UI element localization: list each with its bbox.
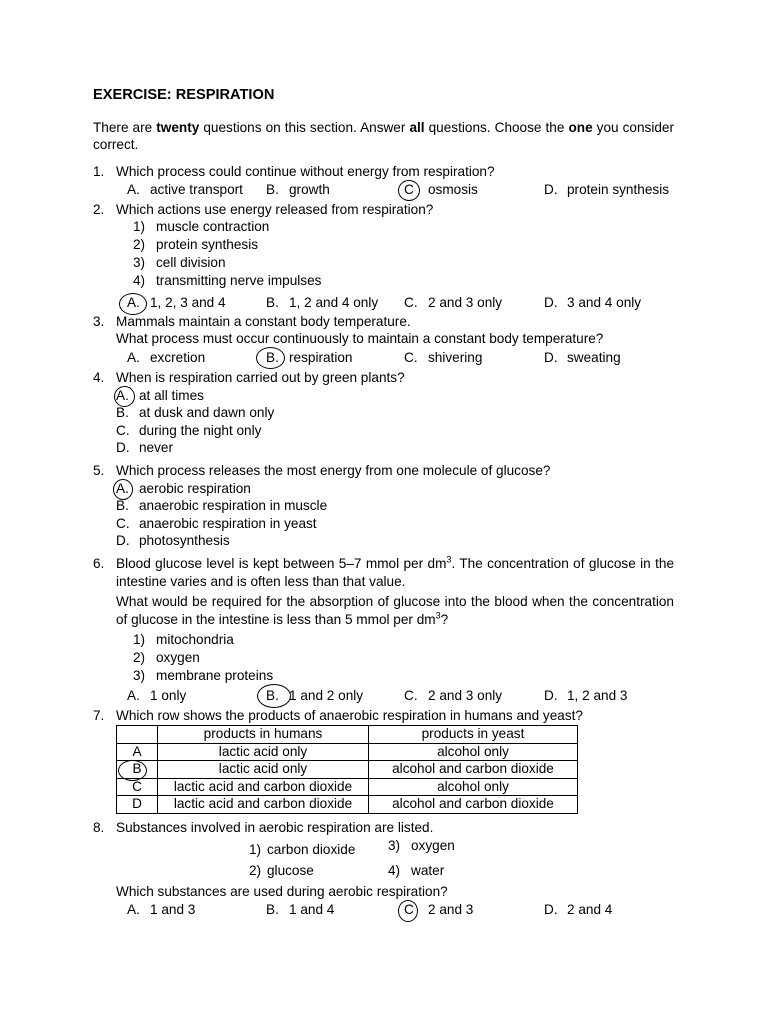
option-letter: A. — [127, 688, 140, 703]
table-header-cell — [117, 726, 158, 744]
list-item: protein synthesis — [156, 237, 259, 252]
question-number: 4. — [93, 370, 105, 385]
option-text: excretion — [150, 350, 206, 365]
question-stem: Substances involved in aerobic respiration are listed. — [116, 820, 434, 835]
option-text: 2 and 4 — [567, 902, 613, 917]
list-number: 2) — [133, 237, 146, 252]
question-stem: Which process releases the most energy from one molecule of glucose? — [116, 463, 551, 478]
option-letter: A. — [127, 350, 140, 365]
list-item: water — [411, 863, 445, 878]
option-letter: A. — [127, 902, 140, 917]
question-number: 8. — [93, 820, 105, 835]
table-row — [117, 778, 578, 796]
list-number: 1) — [133, 632, 146, 647]
option-letter: D. — [116, 533, 130, 548]
table-header-row — [117, 726, 578, 744]
products-table — [116, 725, 578, 814]
question-stem: When is respiration carried out by green plants? — [116, 370, 405, 385]
question-number: 5. — [93, 463, 105, 478]
page-title: EXERCISE: RESPIRATION — [93, 87, 275, 103]
table-cell: alcohol only — [369, 743, 578, 761]
list-item: oxygen — [411, 838, 455, 853]
option-letter: B. — [266, 182, 279, 197]
question-number: 7. — [93, 708, 105, 723]
table-header-cell: products in yeast — [369, 726, 578, 744]
option-letter: A. — [127, 182, 140, 197]
question-number: 2. — [93, 202, 105, 217]
question-number: 3. — [93, 314, 105, 329]
option-letter: C — [404, 902, 414, 917]
option-letter: B. — [266, 350, 279, 365]
option-text: never — [139, 440, 174, 455]
table-row — [117, 743, 578, 761]
question-stem: Which substances are used during aerobic respiration? — [116, 884, 448, 899]
option-text: 1 and 2 only — [289, 688, 364, 703]
question-number: 1. — [93, 164, 105, 179]
option-letter: C. — [404, 295, 418, 310]
option-text: during the night only — [139, 423, 262, 438]
table-cell: lactic acid only — [158, 761, 369, 779]
instructions: There are twenty questions on this section. Answer all questions. Choose the one you consider correct. — [93, 120, 675, 152]
option-letter: D. — [544, 295, 558, 310]
row-letter: D — [117, 796, 158, 814]
option-letter: D. — [116, 440, 130, 455]
option-text: 1, 2, 3 and 4 — [150, 295, 226, 310]
question-stem: Mammals maintain a constant body temperature. — [116, 314, 411, 329]
question-stem: Which process could continue without energy from respiration? — [116, 164, 495, 179]
list-number: 3) — [133, 255, 146, 270]
option-text: sweating — [567, 350, 621, 365]
list-item: oxygen — [156, 650, 200, 665]
list-number: 4) — [388, 863, 401, 878]
option-letter: C — [404, 182, 414, 197]
option-letter: D. — [544, 350, 558, 365]
question-paragraph: What would be required for the absorption of glucose into the blood when the concentration of glucose in the intestine is less than 5 mmol per $dm^3$? — [116, 594, 674, 627]
option-text: osmosis — [428, 182, 478, 197]
option-letter: B. — [266, 902, 279, 917]
option-text: 1 only — [150, 688, 187, 703]
option-text: 1 and 4 — [289, 902, 335, 917]
option-text: anaerobic respiration in muscle — [139, 498, 328, 513]
option-letter: C. — [404, 688, 418, 703]
option-text: at dusk and dawn only — [139, 405, 275, 420]
option-text: 2 and 3 only — [428, 688, 503, 703]
list-number: 2) — [133, 650, 146, 665]
question-number: 6. — [93, 556, 105, 571]
option-letter: D. — [544, 688, 558, 703]
option-text: 1 and 3 — [150, 902, 196, 917]
option-letter: C. — [116, 516, 130, 531]
option-text: aerobic respiration — [139, 481, 251, 496]
list-item: carbon dioxide — [267, 842, 356, 857]
option-letter: A. — [116, 481, 129, 496]
list-number: 2) — [249, 863, 262, 878]
answer-circle — [118, 760, 147, 781]
option-letter: C. — [404, 350, 418, 365]
answer-circle — [398, 180, 420, 201]
option-text: protein synthesis — [567, 182, 670, 197]
question-stem: What process must occur continuously to maintain a constant body temperature? — [116, 331, 604, 346]
option-letter: A. — [127, 295, 140, 310]
option-text: respiration — [289, 350, 353, 365]
list-item: cell division — [156, 255, 226, 270]
table-cell: lactic acid and carbon dioxide — [158, 796, 369, 814]
option-letter: B. — [116, 405, 129, 420]
list-number: 1) — [133, 219, 146, 234]
table-cell: lactic acid only — [158, 743, 369, 761]
row-letter: C — [117, 778, 158, 796]
option-text: 1, 2 and 4 only — [289, 295, 379, 310]
option-text: 3 and 4 only — [567, 295, 642, 310]
option-text: active transport — [150, 182, 243, 197]
list-number: 3) — [388, 838, 401, 853]
table-row — [117, 796, 578, 814]
table-header-cell: products in humans — [158, 726, 369, 744]
option-text: growth — [289, 182, 330, 197]
list-item: mitochondria — [156, 632, 234, 647]
option-letter: B. — [266, 295, 279, 310]
option-letter: B. — [266, 688, 279, 703]
option-text: photosynthesis — [139, 533, 230, 548]
option-letter: D. — [544, 902, 558, 917]
list-number: 4) — [133, 273, 146, 288]
question-stem: Which row shows the products of anaerobic respiration in humans and yeast? — [116, 708, 583, 723]
row-letter: B — [117, 761, 158, 779]
option-text: 1, 2 and 3 — [567, 688, 628, 703]
option-text: 2 and 3 — [428, 902, 474, 917]
list-item: membrane proteins — [156, 668, 274, 683]
option-text: 2 and 3 only — [428, 295, 503, 310]
list-item: muscle contraction — [156, 219, 270, 234]
option-text: anaerobic respiration in yeast — [139, 516, 317, 531]
list-number: 1) — [249, 842, 262, 857]
question-paragraph: Blood glucose level is kept between 5–7 mmol per $dm^3$. The concentration of glucose in the intestine varies and is often less than that value. — [116, 554, 675, 589]
list-item: transmitting nerve impulses — [156, 273, 322, 288]
row-letter: A — [117, 743, 158, 761]
table-row — [117, 761, 578, 779]
table-cell: alcohol only — [369, 778, 578, 796]
question-stem: Which actions use energy released from respiration? — [116, 202, 434, 217]
table-cell: lactic acid and carbon dioxide — [158, 778, 369, 796]
option-letter: A. — [116, 388, 129, 403]
table-cell: alcohol and carbon dioxide — [369, 761, 578, 779]
option-letter: B. — [116, 498, 129, 513]
list-item: glucose — [267, 863, 314, 878]
option-text: shivering — [428, 350, 483, 365]
option-text: at all times — [139, 388, 204, 403]
list-number: 3) — [133, 668, 146, 683]
table-cell: alcohol and carbon dioxide — [369, 796, 578, 814]
option-letter: C. — [116, 423, 130, 438]
option-letter: D. — [544, 182, 558, 197]
